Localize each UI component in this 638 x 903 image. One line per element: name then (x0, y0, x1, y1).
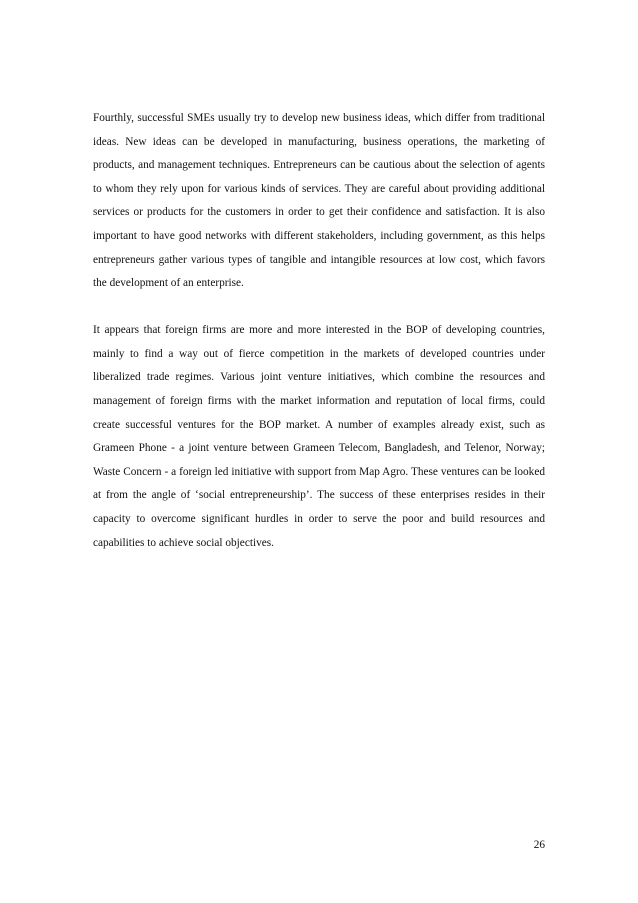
page-number: 26 (533, 839, 545, 851)
body-text (93, 107, 545, 555)
paragraph-foreign-firms-bop: It appears that foreign firms are more and more interested in the BOP of developing countries, mainly to find a way out of fierce competition in the markets of developed countries under liberalized trade regimes. Various joint venture initiatives, which combine the resources and management of foreign firms with the market information and reputation of local firms, could create successful ventures for the BOP market. A number of examples already exist, such as Grameen Phone - a joint venture between Grameen Telecom, Bangladesh, and Telenor, Norway; Waste Concern - a foreign led initiative with support from Map Agro. These ventures can be looked at from the angle of ‘social entrepreneurship’. The success of these enterprises resides in their capacity to overcome significant hurdles in order to serve the poor and build resources and capabilities to achieve social objectives. (93, 324, 545, 549)
paragraph-sme-innovation: Fourthly, successful SMEs usually try to develop new business ideas, which differ from traditional ideas. New ideas can be developed in manufacturing, business operations, the marketing of products, and management techniques. Entrepreneurs can be cautious about the selection of agents to whom they rely upon for various kinds of services. They are careful about providing additional services or products for the customers in order to get their confidence and satisfaction. It is also important to have good networks with different stakeholders, including government, as this helps entrepreneurs gather various types of tangible and intangible resources at low cost, which favors the development of an enterprise. (93, 112, 545, 290)
